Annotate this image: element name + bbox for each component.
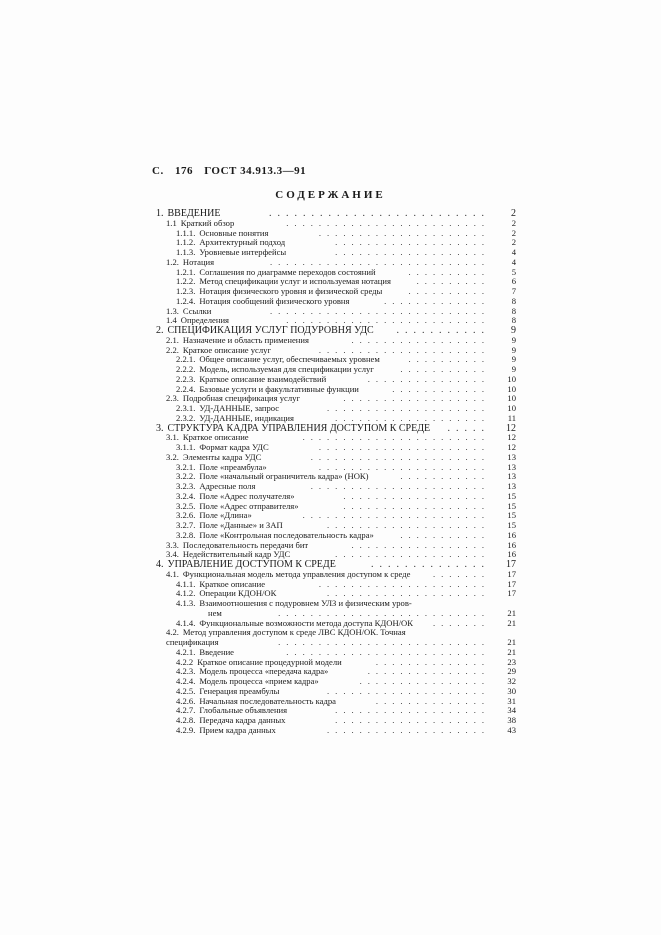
dot-leader: ................... [335,550,490,560]
toc-entry-title: Модель процесса «передача кадра» [199,666,329,677]
toc-entry-number: 3.2.3. [176,481,196,491]
toc-entry-page: 2 [511,237,516,248]
toc-entry-title: Модель, используемая для спецификации услуг [199,364,374,374]
toc-entry-title: ВВЕДЕНИЕ [167,208,221,219]
toc-entry-number: 4. [156,559,164,570]
toc-entry-page: 2 [511,217,516,228]
toc-entry-title: Соглашения по диаграмме переходов состояний [199,266,376,277]
toc-entry-number: 1.2.4. [176,295,196,306]
dot-leader: .......................... [278,638,490,647]
toc-entry-number: 3.2. [166,451,179,462]
dot-leader: .............. [371,560,490,570]
toc-entry-page: 9 [511,334,516,345]
toc-entry-title: Метод управления доступом к среде ЛВС КДОН/ОК. Точная [182,627,406,638]
toc-entry-page: 17 [506,559,516,570]
toc-entry-number: 4.2.2 [176,656,194,667]
toc-entry-number: 4.2.5. [176,685,196,696]
toc-entry-page: 8 [511,295,516,306]
toc-entry-title: Глобальные объявления [199,705,288,716]
toc-entry-title: нем [208,607,222,618]
dot-leader: ........................... [269,257,490,267]
toc-entry-title: Введение [199,646,234,657]
dot-leader: ....... [432,618,490,628]
toc-entry-page: 11 [507,412,516,423]
toc-entry-title: Начальная последовательность кадра [199,695,336,706]
toc-entry-title: Краткое описание [182,432,249,443]
toc-entry-page: 17 [507,578,516,589]
toc-entry-page: 15 [507,490,516,501]
dot-leader: ........................... [269,306,490,316]
toc-entry-page: 21 [507,646,516,657]
toc-entry-title: Нотация [182,256,215,267]
toc-entry-title: Ссылки [182,305,212,316]
toc-entry-number: 4.2.6. [176,695,196,706]
toc-entry-page: 12 [506,422,516,434]
toc-entry-number: 2.1. [166,334,179,345]
toc-entry-number: 1.2.3. [176,286,196,296]
toc-entry-title: Поле «Адрес отправителя» [199,500,299,511]
toc-entry-title: Формат кадра УДС [199,442,269,452]
toc-entry-title: Поле «Адрес получателя» [199,490,295,501]
toc-entry-number: 4.2.9. [176,724,196,735]
toc-entry-number: 3.2.7. [176,520,196,530]
toc-entry-page: 16 [507,529,516,540]
dot-leader: ...................... [310,452,490,462]
toc-entry [156,726,516,736]
toc-entry-page: 21 [507,617,516,628]
toc-entry-number: 1.2.1. [176,266,196,277]
dot-leader: ................ [359,677,490,686]
toc-entry-number: 1. [156,208,164,219]
dot-leader: ..................... [318,345,490,355]
toc-entry-title: Модель процесса «прием кадра» [199,676,319,686]
toc-entry-page: 43 [507,724,516,735]
dot-leader: .................... [327,686,490,696]
page-prefix: С. [152,165,164,177]
toc-entry-title: Элементы кадра УДС [182,451,262,462]
dot-leader: ................. [351,540,490,550]
dot-leader: ................... [335,248,490,257]
toc-entry-page: 17 [507,568,516,579]
dot-leader: ........... [396,326,490,336]
dot-leader: ..... [447,423,490,434]
toc-entry-page: 13 [507,481,516,491]
toc-entry-page: 4 [511,256,516,267]
toc-entry-title: Краткий обзор [180,217,235,228]
toc-entry-number: 1.1 [166,217,177,228]
toc-entry-title: Краткое описание [199,578,266,589]
toc-entry-page: 13 [507,471,516,482]
dot-leader: .................... [327,404,490,413]
dot-leader: .......................... [269,209,490,219]
toc-entry-number: 3.1. [166,432,179,443]
dot-leader: ..................... [318,579,490,589]
dot-leader: ..................... [318,443,490,452]
dot-leader: .................. [343,491,490,501]
toc-entry-number: 2.3. [166,393,179,404]
toc-entry-number: 3.2.1. [176,461,196,472]
table-of-contents [156,209,516,736]
toc-entry-page: 2 [511,208,516,219]
toc-entry-page: 13 [507,461,516,472]
dot-leader: ......................... [286,316,490,326]
dot-leader: ................... [335,716,490,725]
toc-entry-number: 2. [156,325,164,336]
dot-leader: ...................... [310,482,490,491]
toc-entry-title: спецификация [166,637,219,647]
toc-entry-title: Функциональная модель метода управления доступом к среде [182,568,411,579]
toc-entry-page: 16 [507,549,516,560]
toc-entry-title: Поле «Длина» [199,510,252,521]
toc-entry-page: 9 [511,364,516,374]
dot-leader: .......... [408,267,490,277]
toc-entry-number: 1.3. [166,305,179,316]
toc-entry-number: 4.1. [166,568,179,579]
dot-leader: ............... [367,667,490,677]
toc-entry-number: 2.3.1. [176,403,196,413]
toc-entry-number: 1.1.2. [176,237,196,248]
dot-leader: ....................... [302,433,490,443]
toc-entry-number: 3.1.1. [176,442,196,452]
dot-leader: ..................... [318,462,490,472]
dot-leader: .................. [343,394,490,404]
toc-entry-page: 7 [511,286,516,296]
toc-entry-title: Краткое описание услуг [182,344,271,355]
toc-entry-number: 4.2.3. [176,666,196,677]
toc-entry-number: 2.3.2. [176,412,196,423]
dot-leader: ................... [335,413,490,423]
toc-entry-page: 5 [511,266,516,277]
dot-leader: .......................... [278,608,490,618]
toc-entry-title: УД-ДАННЫЕ, запрос [199,403,280,413]
toc-entry-page: 30 [507,685,516,696]
toc-entry-number: 4.2.7. [176,705,196,716]
toc-entry-title: Метод спецификации услуг и используемая нотация [199,276,391,287]
dot-leader: ............ [392,384,490,394]
dot-leader: ........... [400,530,490,540]
toc-entry-page: 10 [507,403,516,413]
toc-entry-page: 15 [507,500,516,511]
dot-leader: .......... [408,287,490,296]
toc-entry-number: 3.2.8. [176,529,196,540]
toc-entry-page: 12 [507,432,516,443]
toc-entry-number: 4.2.1. [176,646,196,657]
toc-entry-number: 3.2.6. [176,510,196,521]
dot-leader: ......................... [286,218,490,228]
toc-entry-page: 13 [507,451,516,462]
toc-entry-page: 15 [507,520,516,530]
toc-entry-page: 38 [507,715,516,725]
toc-entry-page: 16 [507,539,516,550]
dot-leader: ............. [384,296,490,306]
toc-entry-title: Краткое описание процедурной модели [197,656,342,667]
toc-entry-page: 31 [507,695,516,706]
toc-entry-title: Общее описание услуг, обеспечиваемых уровнем [199,354,380,365]
toc-entry-number: 3.3. [166,539,179,550]
toc-entry-page: 4 [511,247,516,257]
toc-entry-title: СТРУКТУРА КАДРА УПРАВЛЕНИЯ ДОСТУПОМ К СРЕДЕ [167,422,431,434]
toc-entry-title: Нотация физического уровня и физической среды [199,286,383,296]
toc-entry-title: Назначение и область применения [182,334,309,345]
toc-entry-page: 9 [511,344,516,355]
toc-entry-title: Архитектурный подход [199,237,286,248]
toc-entry-title: Операции КДОН/ОК [199,588,277,599]
toc-entry-title: Определения [180,315,229,326]
dot-leader: ................. [351,335,490,345]
toc-entry-page: 10 [507,383,516,394]
toc-entry-title: СПЕЦИФИКАЦИЯ УСЛУГ ПОДУРОВНЯ УДС [167,325,374,336]
toc-entry-title: Поле «Контрольная последовательность кадра» [199,529,374,540]
toc-entry-number: 3.2.5. [176,500,196,511]
toc-entry-number: 4.2.8. [176,715,196,725]
toc-entry-title: Поле «преамбула» [199,461,267,472]
dot-leader: ..................... [318,228,490,238]
toc-entry-number: 3.2.4. [176,490,196,501]
toc-entry-page: 10 [507,373,516,384]
toc-entry-page: 29 [507,666,516,677]
toc-entry-title: Взаимоотношения с подуровнем УЛЗ и физическим уров- [199,598,412,608]
toc-entry-title: Подробная спецификация услуг [182,393,300,404]
dot-leader: ............... [367,374,490,384]
toc-entry-number: 2.2.4. [176,383,196,394]
dot-leader: ................... [335,706,490,716]
toc-entry-page: 12 [507,442,516,452]
toc-entry-title: Поле «начальный ограничитель кадра» (НОК) [199,471,369,482]
toc-entry-title: Уровневые интерфейсы [199,247,287,257]
toc-entry-number: 2.2.1. [176,354,196,365]
toc-entry-number: 1.2. [166,256,179,267]
toc-entry-page: 8 [511,305,516,316]
toc-entry-page: 15 [507,510,516,521]
dot-leader: .......... [408,355,490,365]
toc-entry-number: 4.2. [166,627,179,638]
toc-entry-number: 4.1.1. [176,578,196,589]
toc-entry-page: 32 [507,676,516,686]
toc-entry-title: УПРАВЛЕНИЕ ДОСТУПОМ К СРЕДЕ [167,559,336,570]
toc-entry-page: 34 [507,705,516,716]
toc-entry-page: 2 [511,227,516,238]
toc-entry-number: 3.4. [166,549,179,560]
toc-entry-title: Адресные поля [199,481,256,491]
toc-entry-title: Основные понятия [199,227,269,238]
toc-entry-number: 4.1.2. [176,588,196,599]
dot-leader: .................... [327,589,490,599]
toc-entry-title: УД-ДАННЫЕ, индикация [199,412,294,423]
toc-entry-number: 3. [156,422,164,434]
standard-number: ГОСТ 34.913.3—91 [204,165,307,177]
toc-entry-number: 2.2.3. [176,373,196,384]
toc-entry-title: Функциональные возможности метода доступа КДОН/ОК [199,617,413,628]
toc-entry-page: 6 [511,276,516,287]
dot-leader: ....... [432,569,490,579]
toc-entry-title: Поле «Данные» и ЗАП [199,520,283,530]
toc-entry-page: 21 [507,607,516,618]
toc-entry-number: 1.2.2. [176,276,196,287]
dot-leader: .................... [327,521,490,530]
toc-entry-number: 1.1.3. [176,247,196,257]
toc-entry-title: Базовые услуги и факультативные функции [199,383,359,394]
dot-leader: ................... [335,238,490,248]
toc-entry-title: Прием кадра данных [199,724,276,735]
dot-leader: ......... [416,277,490,287]
toc-entry-number: 1.4 [166,315,177,326]
toc-entry-title: Недействительный кадр УДС [182,549,291,560]
page-header [152,165,314,177]
toc-entry-text [176,726,276,736]
dot-leader: ........... [400,365,490,374]
dot-leader: .................... [327,725,490,735]
toc-entry-title: Краткое описание взаимодействий [199,373,327,384]
toc-entry-page: 8 [511,315,516,326]
toc-entry-number: 4.1.4. [176,617,196,628]
toc-entry-number: 1.1.1. [176,227,196,238]
toc-entry-title: Нотация сообщений физического уровня [199,295,350,306]
toc-entry-page: 10 [507,393,516,404]
dot-leader: ........... [400,472,490,482]
toc-entry-number: 2.2. [166,344,179,355]
dot-leader: ....................... [302,511,490,521]
toc-entry-page: 17 [507,588,516,599]
toc-entry-number: 2.2.2. [176,364,196,374]
dot-leader: .............. [375,696,490,706]
toc-entry-page: 9 [511,354,516,365]
toc-entry-title: Последовательность передачи бит [182,539,309,550]
page-number: 176 [174,165,193,177]
toc-entry-title: Передача кадра данных [199,715,286,725]
toc-entry-page: 21 [507,637,516,647]
dot-leader: .............. [375,657,490,667]
toc-entry-page: 9 [511,325,516,336]
toc-entry-number: 3.2.2. [176,471,196,482]
toc-entry-title: Генерация преамбулы [199,685,280,696]
dot-leader: .................. [343,501,490,511]
dot-leader: ......................... [286,647,490,657]
toc-title: СОДЕРЖАНИЕ [275,189,386,201]
toc-entry-number: 4.2.4. [176,676,196,686]
toc-entry-page: 23 [507,656,516,667]
toc-entry-number: 4.1.3. [176,598,196,608]
